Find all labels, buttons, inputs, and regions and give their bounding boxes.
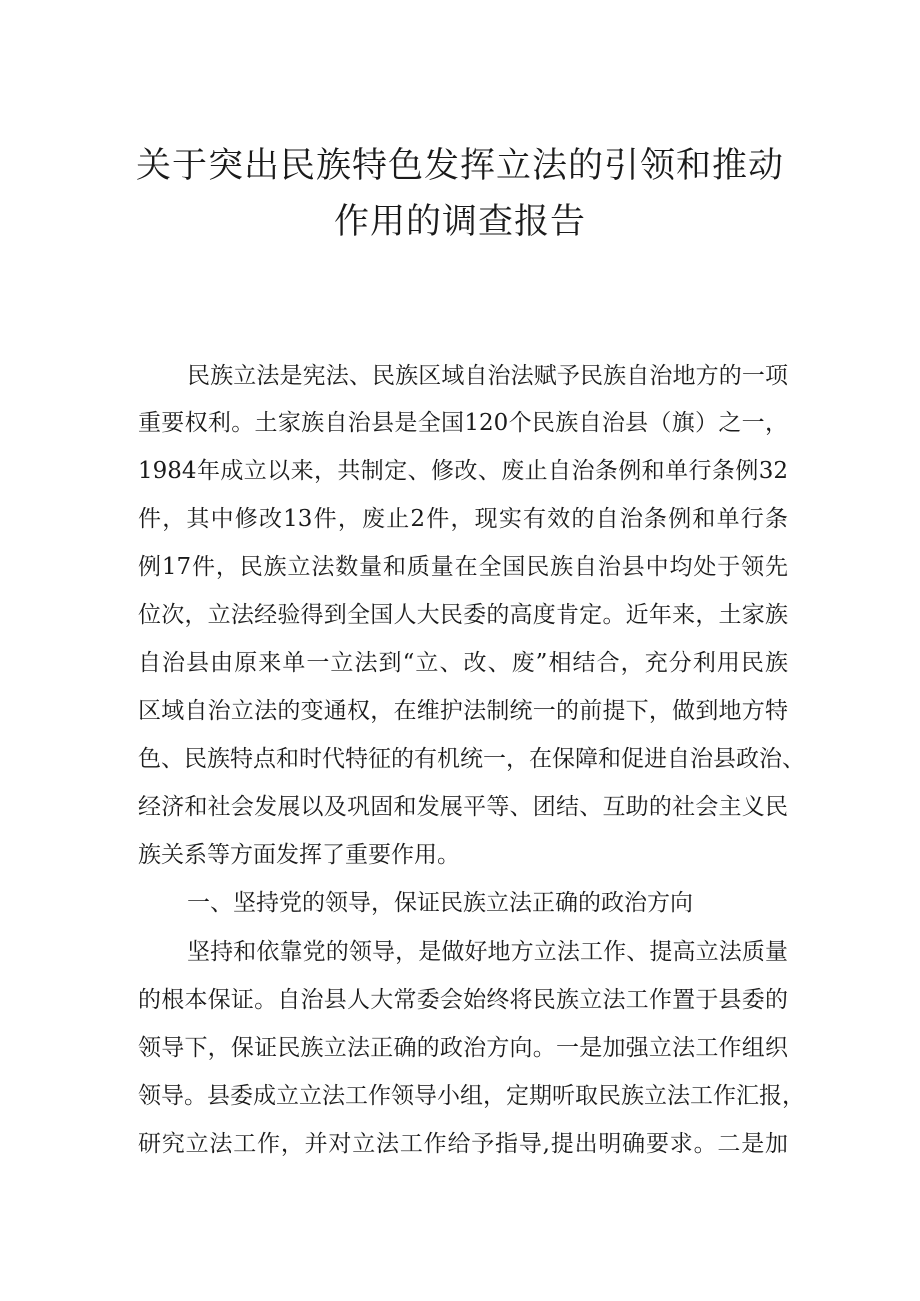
body-text-line: 件，其中修改13件，废止2件，现实有效的自治条例和单行条 [138, 506, 788, 532]
body-text-line: 区域自治立法的变通权，在维护法制统一的前提下，做到地方特 [138, 698, 788, 724]
body-text-line: 例17件，民族立法数量和质量在全国民族自治县中均处于领先 [138, 554, 788, 580]
body-text-line: 自治县由原来单一立法到“立、改、废”相结合，充分利用民族 [138, 650, 788, 676]
body-text-line: 领导。县委成立立法工作领导小组，定期听取民族立法工作汇报， [138, 1083, 805, 1109]
document-title-line-2: 作用的调查报告 [333, 202, 586, 242]
body-text-line: 的根本保证。自治县人大常委会始终将民族立法工作置于县委的 [138, 987, 788, 1013]
body-text-line: 坚持和依靠党的领导，是做好地方立法工作、提高立法质量 [187, 939, 788, 965]
body-text-line: 民族立法是宪法、民族区域自治法赋予民族自治地方的一项 [187, 363, 788, 389]
body-text-line: 研究立法工作，并对立法工作给予指导,提出明确要求。二是加 [138, 1131, 788, 1157]
section-heading: 一、坚持党的领导，保证民族立法正确的政治方向 [187, 890, 693, 916]
body-text-line: 色、民族特点和时代特征的有机统一，在保障和促进自治县政治、 [138, 746, 805, 772]
body-text-line: 经济和社会发展以及巩固和发展平等、团结、互助的社会主义民 [138, 794, 788, 820]
body-text-line: 1984年成立以来，共制定、修改、废止自治条例和单行条例32 [138, 458, 788, 484]
document-title-line-1: 关于突出民族特色发挥立法的引领和推动 [135, 146, 784, 186]
body-text-line: 族关系等方面发挥了重要作用。 [138, 842, 460, 868]
body-text-line: 位次，立法经验得到全国人大民委的高度肯定。近年来，土家族 [138, 602, 788, 628]
body-text-line: 领导下，保证民族立法正确的政治方向。一是加强立法工作组织 [138, 1035, 788, 1061]
body-text-line: 重要权利。土家族自治县是全国120个民族自治县（旗）之一， [138, 410, 788, 436]
